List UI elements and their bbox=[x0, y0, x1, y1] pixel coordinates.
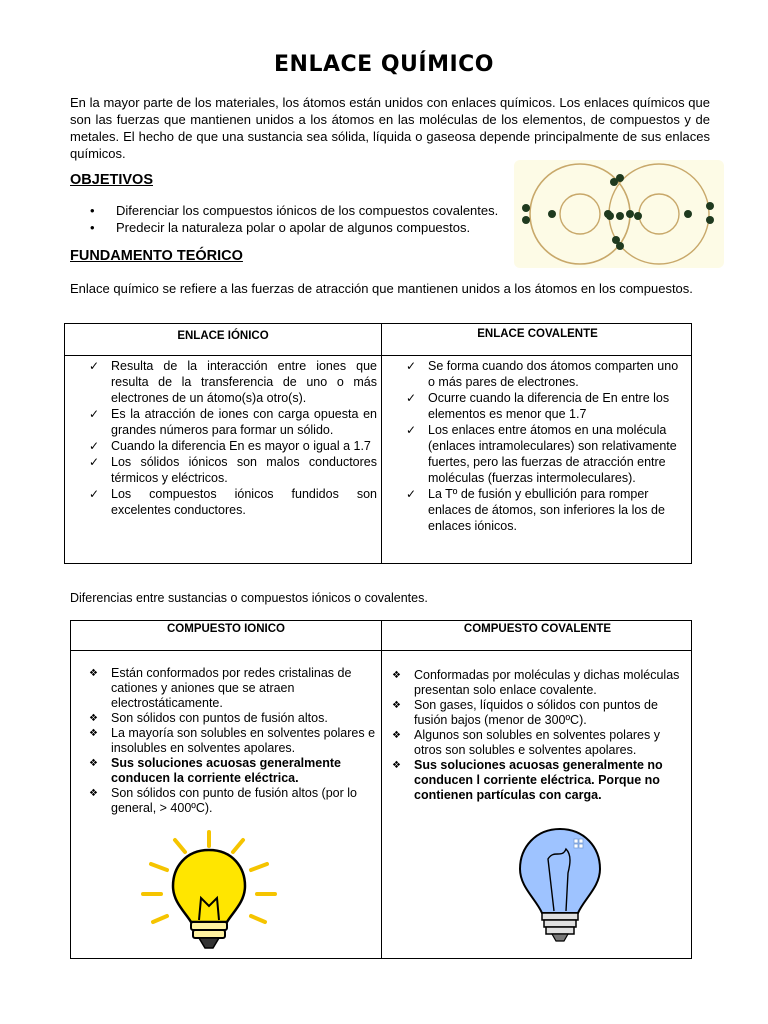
page-title: ENLACE QUÍMICO bbox=[274, 52, 494, 77]
list-item: ❖ Están conformados por redes cristalinas de cationes y aniones que se atraen electrostáticamente. bbox=[89, 666, 377, 711]
list-item: ✓ La Tº de fusión y ebullición para romper enlaces de átomos, son inferiores la los de enlaces iónicos. bbox=[406, 486, 686, 534]
lit-bulb-icon bbox=[129, 828, 289, 954]
list-item: ✓ Es la atracción de iones con carga opuesta en grandes números para formar un sólido. bbox=[89, 406, 377, 438]
list-item: ❖ Sus soluciones acuosas generalmente conducen la corriente eléctrica. bbox=[89, 756, 377, 786]
atom-bond-diagram bbox=[514, 160, 724, 268]
list-item: ❖ Son sólidos con punto de fusión altos (por lo general, > 400ºC). bbox=[89, 786, 377, 816]
compuesto-covalente-list bbox=[392, 668, 684, 803]
orbit-outer-right bbox=[609, 164, 709, 264]
enlace-ionico-list bbox=[89, 358, 377, 518]
intro-paragraph: En la mayor parte de los materiales, los átomos están unidos con enlaces químicos. Los enlaces químicos que son las fuerzas que mantienen unidos a los átomos en las moléculas de los elementos, de compuestos y de metales. El hecho de que una sustancia sea sólida, líquida o gaseosa depende principalmente de sus enlaces químicos. bbox=[70, 95, 710, 161]
orbit-inner-right bbox=[639, 194, 679, 234]
unlit-bulb-icon bbox=[510, 825, 610, 945]
diferencias-caption: Diferencias entre sustancias o compuestos iónicos o covalentes. bbox=[70, 591, 428, 605]
list-item: ❖ Algunos son solubles en solventes polares y otros son solubles e solventes apolares. bbox=[392, 728, 684, 758]
list-item: ❖ Son sólidos con puntos de fusión altos. bbox=[89, 711, 377, 726]
list-item: ❖ Conformadas por moléculas y dichas moléculas presentan solo enlace covalente. bbox=[392, 668, 684, 698]
header-compuesto-covalente: COMPUESTO COVALENTE bbox=[463, 623, 612, 635]
objetivos-list bbox=[90, 202, 510, 236]
list-item: ✓ Resulta de la interacción entre iones que resulta de la transferencia de uno o más electrones de un átomo(s)a otro(s). bbox=[89, 358, 377, 406]
atom-orbits-svg bbox=[514, 160, 724, 268]
list-item: ✓ Los sólidos iónicos son malos conductores térmicos y eléctricos. bbox=[89, 454, 377, 486]
list-item: ✓ Ocurre cuando la diferencia de En entre los elementos es menor que 1.7 bbox=[406, 390, 686, 422]
list-item: ✓ Los compuestos iónicos fundidos son excelentes conductores. bbox=[89, 486, 377, 518]
list-item: ❖ Sus soluciones acuosas generalmente no conducen l corriente eléctrica. Porque no contienen partículas con carga. bbox=[392, 758, 684, 803]
fundamento-text: Enlace químico se refiere a las fuerzas de atracción que mantienen unidos a los átomos en los compuestos. bbox=[70, 281, 693, 296]
list-item: ✓ Cuando la diferencia En es mayor o igual a 1.7 bbox=[89, 438, 377, 454]
objetivo-item: • Predecir la naturaleza polar o apolar de algunos compuestos. bbox=[90, 219, 510, 236]
fundamento-heading: FUNDAMENTO TEÓRICO bbox=[70, 248, 243, 264]
objetivos-heading: OBJETIVOS bbox=[70, 172, 153, 188]
orbit-inner-left bbox=[560, 194, 600, 234]
header-enlace-ionico: ENLACE IÓNICO bbox=[177, 330, 269, 342]
header-enlace-covalente: ENLACE COVALENTE bbox=[477, 328, 598, 340]
compuesto-ionico-list bbox=[89, 666, 377, 816]
enlace-covalente-list bbox=[406, 358, 686, 534]
enlace-table bbox=[64, 323, 692, 564]
header-compuesto-ionico: COMPUESTO IONICO bbox=[167, 623, 285, 635]
list-item: ❖ La mayoría son solubles en solventes polares e insolubles en solventes apolares. bbox=[89, 726, 377, 756]
list-item: ✓ Se forma cuando dos átomos comparten uno o más pares de electrones. bbox=[406, 358, 686, 390]
compuesto-table bbox=[70, 620, 692, 959]
list-item: ❖ Son gases, líquidos o sólidos con puntos de fusión bajos (menor de 300ºC). bbox=[392, 698, 684, 728]
list-item: ✓ Los enlaces entre átomos en una molécula (enlaces intramoleculares) son relativamente fuertes, pero las fuerzas de atracción entre moléculas (fuerzas intermoleculares). bbox=[406, 422, 686, 486]
objetivo-item: • Diferenciar los compuestos iónicos de los compuestos covalentes. bbox=[90, 202, 510, 219]
